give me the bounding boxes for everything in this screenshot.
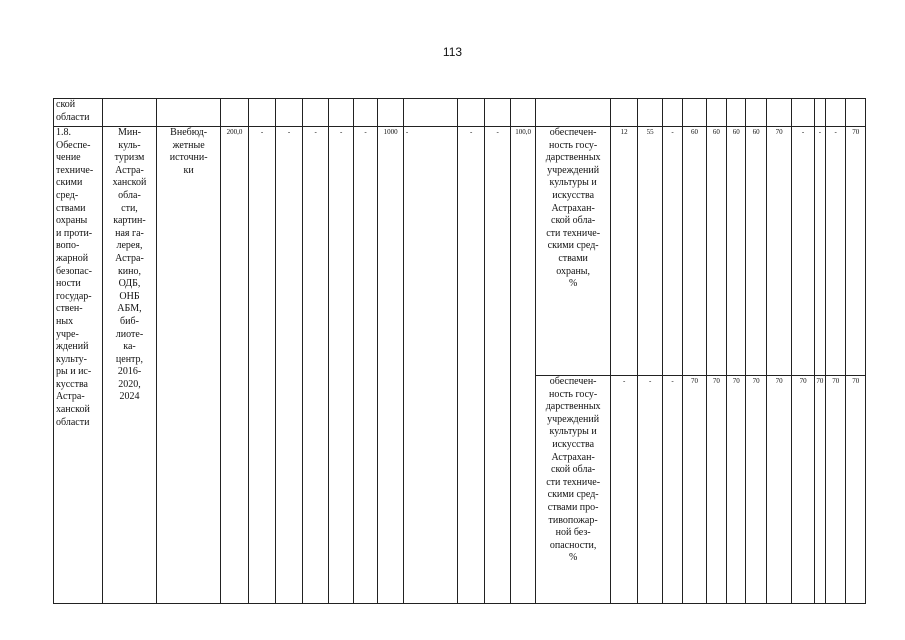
indicator-value-cell: 70 (683, 376, 706, 604)
indicator-value-cell: 70 (706, 376, 726, 604)
page-number: 113 (442, 45, 463, 59)
empty-cell (662, 99, 682, 127)
financing-year-cell: - (353, 127, 377, 604)
empty-cell (846, 99, 866, 127)
indicator-value-cell: 70 (746, 376, 766, 604)
empty-cell (276, 99, 303, 127)
empty-cell (157, 99, 221, 127)
financing-year-cell: - (329, 127, 353, 604)
financing-year-cell: 100,0 (510, 127, 536, 604)
financing-year-cell: - (485, 127, 511, 604)
indicator-value-cell: 70 (846, 376, 866, 604)
indicator-value-cell: - (610, 376, 638, 604)
empty-cell (329, 99, 353, 127)
indicator-value-cell: - (662, 376, 682, 604)
empty-cell (814, 99, 825, 127)
empty-cell (792, 99, 814, 127)
name-fragment-cell: ской области (54, 99, 103, 127)
indicator-value-cell: 70 (766, 127, 792, 376)
empty-cell (706, 99, 726, 127)
financing-year-cell: - (248, 127, 276, 604)
empty-cell (353, 99, 377, 127)
financing-total-cell: 200,0 (221, 127, 249, 604)
empty-cell (826, 99, 846, 127)
financing-year-cell: - (302, 127, 329, 604)
indicator-value-cell: 60 (706, 127, 726, 376)
empty-cell (302, 99, 329, 127)
empty-cell (727, 99, 746, 127)
indicator-value-cell: 60 (746, 127, 766, 376)
indicator-value-cell: - (814, 127, 825, 376)
measure-name-cell: 1.8. Обеспе- чение техниче- скими сред- ствами охраны и проти- вопо- жарной безопас- ности государ- ствен- ных учре- ждений культу- ры и ис- кусства Астра- ханской области (54, 127, 103, 604)
executor-cell: Мин- куль- туризм Астра- ханской обла- сти, картин- ная га- лерея, Астра- кино, ОДБ, ОНБ АБМ, биб- лиоте- ка- центр, 2016- 2020, 2024 (102, 127, 156, 604)
empty-cell (638, 99, 662, 127)
empty-cell (221, 99, 249, 127)
indicator-value-cell: 60 (683, 127, 706, 376)
empty-cell (536, 99, 610, 127)
table-row-continuation (54, 99, 866, 127)
empty-cell (403, 99, 457, 127)
indicator-value-cell: - (638, 376, 662, 604)
empty-cell (485, 99, 511, 127)
financing-year-cell: - (457, 127, 485, 604)
empty-cell (746, 99, 766, 127)
financing-year-cell: - (403, 127, 457, 604)
empty-cell (510, 99, 536, 127)
indicator-value-cell: 70 (814, 376, 825, 604)
financing-year-cell: 1000 (378, 127, 404, 604)
indicator-value-cell: - (826, 127, 846, 376)
indicator-value-cell: 12 (610, 127, 638, 376)
indicator-value-cell: - (662, 127, 682, 376)
indicator-value-cell: 60 (727, 127, 746, 376)
indicator-value-cell: 70 (727, 376, 746, 604)
indicator-value-cell: 55 (638, 127, 662, 376)
empty-cell (378, 99, 404, 127)
table-row-1-8 (54, 127, 866, 376)
indicator-value-cell: 70 (826, 376, 846, 604)
indicator-name-cell: обеспечен- ность госу- дарственных учреждений культуры и искусства Астрахан- ской обла- сти техниче- скими сред- ствами про- тивопожар- ной без- опасности, % (536, 376, 610, 604)
empty-cell (457, 99, 485, 127)
financing-year-cell: - (276, 127, 303, 604)
indicator-value-cell: - (792, 127, 814, 376)
indicator-value-cell: 70 (846, 127, 866, 376)
indicator-name-cell: обеспечен- ность госу- дарственных учреждений культуры и искусства Астрахан- ской обла- сти техниче- скими сред- ствами охраны, % (536, 127, 610, 376)
program-table (53, 98, 866, 604)
empty-cell (610, 99, 638, 127)
empty-cell (683, 99, 706, 127)
empty-cell (766, 99, 792, 127)
indicator-value-cell: 70 (766, 376, 792, 604)
empty-cell (248, 99, 276, 127)
funding-source-cell: Внебюд- жетные источни- ки (157, 127, 221, 604)
indicator-value-cell: 70 (792, 376, 814, 604)
empty-cell (102, 99, 156, 127)
